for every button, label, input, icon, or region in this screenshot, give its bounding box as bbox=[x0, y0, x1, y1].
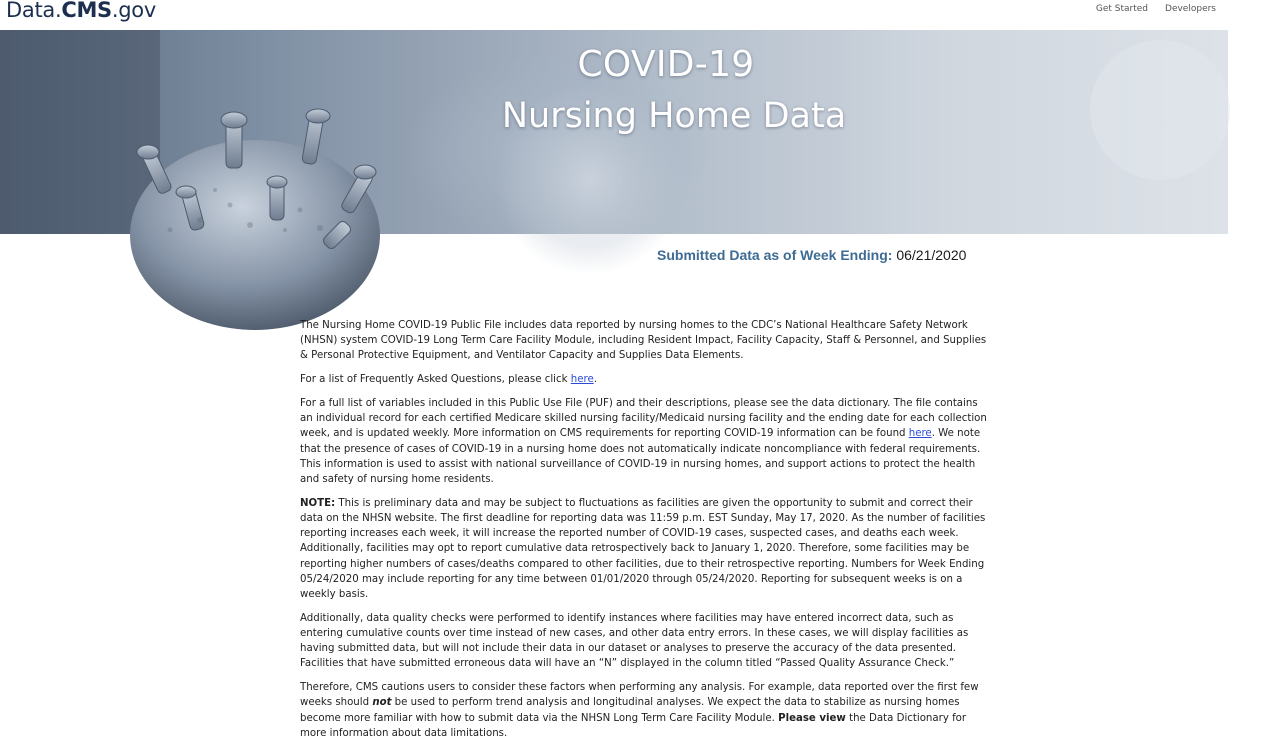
top-navigation-bar bbox=[0, 0, 1228, 30]
caution-emphasis: not bbox=[372, 697, 392, 709]
paragraph-caution bbox=[300, 680, 990, 741]
paragraph-faq bbox=[300, 372, 990, 387]
please-view-label: Please view bbox=[778, 712, 846, 724]
submitted-label: Submitted Data as of Week Ending: bbox=[657, 247, 893, 263]
variables-text: For a full list of variables included in this Public Use File (PUF) and their descriptions, please see the data dictionary. The file contains an individual record for each certified Medicare skilled nursing facility/Medicaid nursing facility and the ending date for each collection week, and is updated weekly. More information on CMS requirements for reporting COVID-19 information can be found bbox=[300, 398, 987, 440]
faq-text: For a list of Frequently Asked Questions, please click bbox=[300, 374, 571, 386]
caution-text-mid: be used to perform trend analysis and longitudinal analyses. We expect the data to stabilize as nursing homes become more familiar with how to submit data via the NHSN Long Term Care Facility Module. bbox=[300, 697, 960, 724]
faq-here-link[interactable]: here bbox=[570, 374, 594, 386]
header-nav bbox=[1096, 4, 1216, 14]
note-label: NOTE: bbox=[300, 497, 336, 509]
hero-title-line2: Nursing Home Data bbox=[501, 96, 847, 136]
logo-bold: CMS bbox=[61, 0, 112, 22]
faq-period: . bbox=[593, 374, 597, 386]
data-cms-gov-logo[interactable] bbox=[6, 0, 156, 23]
caution-text: Therefore, CMS cautions users to consider these factors when performing any analysis. For example, data reported over the first few weeks should bbox=[300, 682, 979, 709]
submitted-date-line bbox=[657, 247, 966, 263]
submitted-date: 06/21/2020 bbox=[896, 247, 967, 263]
paragraph-quality-checks: Additionally, data quality checks were performed to identify instances where facilities may have entered incorrect data, such as entering cumulative counts over time instead of new cases, and other data entry errors. In these cases, we will display facilities as having submitted data, but will not include their data in our dataset or analyses to preserve the accuracy of the data presented. Facilities that have submitted erroneous data will have an “N” displayed in the column titled “Passed Quality Assurance Check.” bbox=[300, 612, 969, 670]
logo-prefix: Data. bbox=[6, 0, 62, 22]
nav-link-developers[interactable]: Developers bbox=[1165, 4, 1216, 14]
paragraph-variables bbox=[300, 396, 990, 487]
paragraph-intro: The Nursing Home COVID-19 Public File includes data reported by nursing homes to the CDC’s National Healthcare Safety Network (NHSN) system COVID-19 Long Term Care Facility Module, including Resident Impact, Facility Capacity, Staff & Personnel, and Supplies & Personal Protective Equipment, and Ventilator Capacity and Supplies Data Elements. bbox=[300, 320, 987, 362]
main-content bbox=[300, 318, 990, 750]
paragraph-note bbox=[300, 496, 990, 602]
hero-banner bbox=[0, 30, 1228, 234]
variables-text-end: . We note that the presence of cases of COVID-19 in a nursing home does not automatically indicate noncompliance with federal requirements. This information is used to assist with national surveillance of COVID-19 in nursing homes, and support actions to protect the health and safety of nursing home residents. bbox=[300, 428, 981, 486]
requirements-here-link[interactable]: here bbox=[908, 428, 932, 440]
note-text: This is preliminary data and may be subject to fluctuations as facilities are given the opportunity to submit and correct their data on the NHSN website. The first deadline for reporting data was 11:59 p.m. EST Sunday, May 17, 2020. As the number of facilities reporting increases each week, it will increase the reported number of COVID-19 cases, suspected cases, and deaths each week. Additionally, facilities may opt to report cumulative data retrospectively back to January 1, 2020. Therefore, some facilities may be reporting higher numbers of cases/deaths compared to other facilities, due to their retrospective reporting. Numbers for Week Ending 05/24/2020 may include reporting for any time between 01/01/2020 through 05/24/2020. Reporting for subsequent weeks is on a weekly basis. bbox=[300, 497, 986, 601]
logo-suffix: .gov bbox=[111, 0, 156, 22]
nav-link-get-started[interactable]: Get Started bbox=[1095, 4, 1149, 14]
hero-title-line1: COVID-19 bbox=[577, 44, 755, 85]
caution-text-end: the Data Dictionary for more information about data limitations. bbox=[300, 712, 967, 739]
